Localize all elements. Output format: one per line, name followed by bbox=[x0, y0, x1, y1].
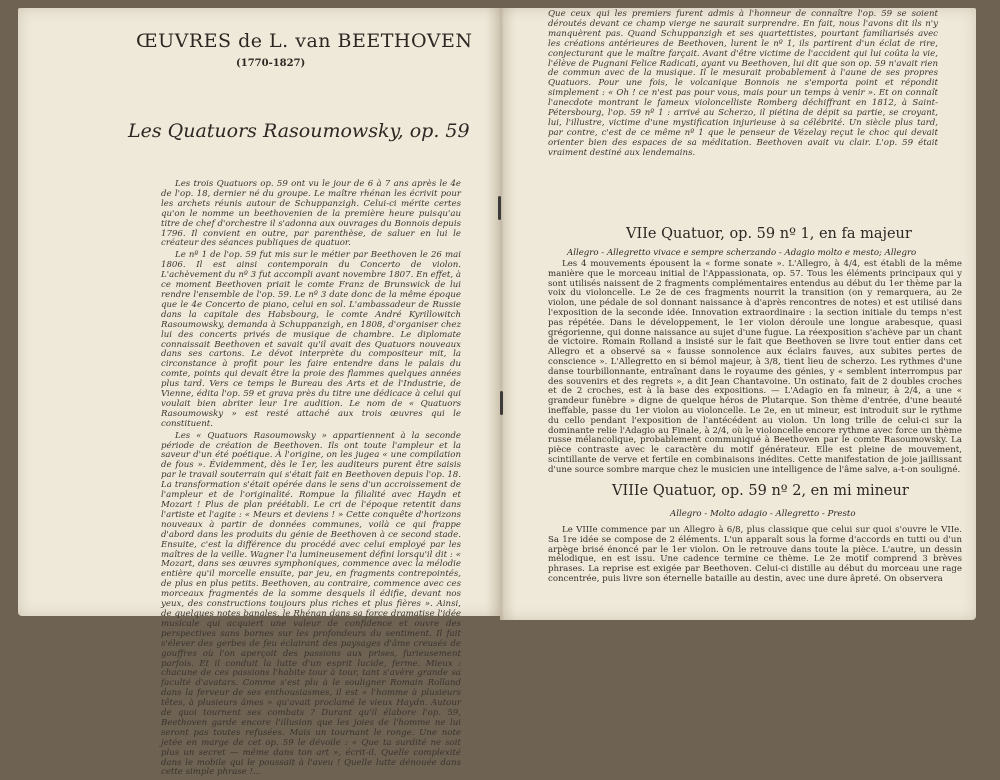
quatuor-8-notes bbox=[548, 526, 962, 585]
essay-paragraph: Les « Quatuors Rasoumowsky » appartiennent à la seconde période de création de Beethoven. Ils ont toute l'ampleur et la saveur d'un été poétique. À l'origine, on les jugea « une compilation de fous ». Évidemment, dès le 1er, les auditeurs purent être saisis par le travail souterrain qui s'était fait en Beethoven depuis l'op. 18. La transformation s'était opérée dans le sens d'un accroissement de l'ampleur et de l'originalité. Rompue la filialité avec Haydn et Mozart ! Plus de plan préétabli. Le cri de l'époque retentit dans l'artiste et l'agite : « Meurs et deviens ! » Cette conquête d'horizons nouveaux à partir de données communes, voilà ce qui frappe d'abord dans les produits du génie de Beethoven à ce second stade. Ensuite, c'est la différence du procédé avec celui employé par les maîtres de la veille. Wagner l'a lumineusement défini lorsqu'il dit : « Mozart, dans ses œuvres symphoniques, commence avec la mélodie entière qu'il morcelle ensuite, par jeu, en fragments contrepointés, de plus en plus petits. Beethoven, au contraire, commence avec ces morceaux fragmentés de la somme desquels il édifie, devant nos yeux, des constructions toujours plus riches et plus fières ». Ainsi, de quelques notes banales, le Rhénan dans sa force dramatise l'idée musicale qui acquiert une valeur de confidence et ouvre des perspectives sans bornes sur les profondeurs du sentiment. Il fait s'élever des gerbes de feu éclairant des paysages d'âme creusés de gouffres où l'on aperçoit des passions aux prises, furieusement parfois. Et il conduit la lutte d'un esprit lucide, ferme. Mieux : chacune de ces passions l'habite tour à tour, tant s'avère grande sa faculté d'avatars. Comme s'est plu à le souligner Romain Rolland dans la ferveur de ses enthousiasmes, il est « l'homme à plusieurs têtes, à plusieurs âmes » qu'avait proclamé le vieux Haydn. Autour de quoi tournent ses combats ? Durant qu'il élabore l'op. 59, Beethoven garde encore l'illusion que les joies de l'homme ne lui seront pas toutes refusées. Mais un tournant le ronge. Une note jetée en marge de cet op. 59 le dévoile : « Que ta surdité ne soit plus un secret — même dans ton art », écrit-il. Quelle complexité dans le mobile qui le poussait à l'aveu ! Quelle lutte dénouée dans cette simple phrase !... bbox=[161, 430, 461, 778]
essay-paragraph: Le nº 1 de l'op. 59 fut mis sur le métier par Beethoven le 26 mai 1806. Il est ainsi contemporain du Concerto de violon. L'achèvement du nº 3 fut accompli avant novembre 1807. En effet, à ce moment Beethoven priait le comte Franz de Brunswick de lui rendre l'ensemble de l'op. 59. Le nº 3 date donc de la même époque que le 4e Concerto de piano, celui en sol. L'ambassadeur de Russie dans la capitale des Habsbourg, le comte André Kyrillowitch Rasoumowsky, demanda à Schuppanzigh, en 1808, d'organiser chez lui des concerts privés de musique de chambre. Le diplomate connaissait Beethoven et savait qu'il avait des Quatuors nouveaux dans ses cartons. Le dévot interprète du compositeur mit, la circonstance à profit pour les faire entendre dans le palais du comte, points qui devait être la proie des flammes quelques années plus tard. Vers ce temps le Bureau des Arts et de l'Industrie, de Vienne, édita l'op. 59 et grava près du titre une dédicace à celui qui voulait bien abriter leur 1re audition. Le nom de « Quatuors Rasoumowsky » est resté attaché aux trois œuvres qui le constituent. bbox=[161, 250, 461, 429]
essay-paragraph: Que ceux qui les premiers furent admis à l'honneur de connaître l'op. 59 se soient déroutés devant ce champ vierge ne saurait surprendre. En fait, nous l'avons dit ils n'y manquèrent pas. Quand Schuppanzigh et ses quartettistes, pourtant familiarisés avec les créations antérieures de Beethoven, lurent le nº 1, ils partirent d'un éclat de rire, conjecturant que le maître farçait. Avant d'être victime de l'accident qui lui coûta la vie, l'élève de Pugnani Felice Radicati, ayant vu Beethoven, lui dit que son op. 59 n'avait rien de commun avec de la musique. Il le mesurait probablement à l'aune de ses propres Quatuors. Pour une fois, le volcanique Bonnois ne s'emporta point et répondit simplement : « Oh ! ce n'est pas pour vous, mais pour un temps à venir ». Et on connaît l'anecdote montrant le fameux violoncelliste Romberg déchiffrant en 1812, à Saint-Pétersbourg, l'op. 59 nº 1 : arrivé au Scherzo, il piétina de dépit sa partie, se croyant, lui, l'illustre, victime d'une mystification injurieuse à sa célébrité. Un siècle plus tard, par contre, c'est de ce même nº 1 que le penseur de Vézelay reçut le choc qui devait orienter bien des espaces de sa méditation. Beethoven avait vu clair. L'op. 59 était vraiment destiné aux lendemains. bbox=[548, 9, 938, 158]
quatuor-7-title: VIIe Quatuor, op. 59 nº 1, en fa majeur bbox=[626, 226, 912, 242]
essay-continuation bbox=[548, 10, 938, 161]
quatuor-7-notes bbox=[548, 260, 962, 476]
right-page bbox=[500, 8, 976, 620]
page-subtitle: Les Quatuors Rasoumowsky, op. 59 bbox=[128, 120, 470, 142]
quatuor-8-title: VIIIe Quatuor, op. 59 nº 2, en mi mineur bbox=[612, 483, 909, 499]
staple bbox=[500, 391, 503, 415]
staple bbox=[498, 196, 501, 220]
page-gutter bbox=[486, 8, 516, 620]
quatuor-7-tempo: Allegro - Allegretto vivace e sempre scherzando - Adagio molto e mesto; Allegro bbox=[567, 248, 917, 258]
intro-essay bbox=[161, 180, 461, 780]
essay-paragraph: Les trois Quatuors op. 59 ont vu le jour de 6 à 7 ans après le 4e de l'op. 18, dernier né du groupe. Le maître rhénan les écrivit pour les archets réunis autour de Schuppanzigh. Celui-ci mérite certes qu'on le nomme un beethovenien de la première heure puisqu'au titre de chef d'orchestre il s'adonna aux ouvrages du Bonnois depuis 1796. Il convient en outre, par parenthèse, de saluer en lui le créateur des séances publiques de quatuor. bbox=[161, 179, 461, 249]
composer-dates: (1770-1827) bbox=[236, 58, 306, 69]
quatuor-8-tempo: Allegro - Molto adagio - Allegretto - Presto bbox=[670, 509, 856, 519]
works-title: ŒUVRES de L. van BEETHOVEN bbox=[136, 30, 473, 52]
quatuor-8-text: Le VIIIe commence par un Allegro à 6/8, plus classique que celui sur quoi s'ouvre le VIIe. Sa 1re idée se compose de 2 éléments. L'un apparaît sous la forme d'accords en tutti ou d'un arpège brisé énoncé par le 1er violon. On le retrouve dans toute la pièce. L'autre, un dessin mélodique, en est issu. Une cadence termine ce thème. Le 2e motif comprend 3 brèves phrases. La reprise est exigée par Beethoven. Celui-ci distille au début du morceau une rage concentrée, puis livre son éternelle bataille au destin, avec une dure âpreté. On observera bbox=[548, 525, 962, 584]
left-page bbox=[18, 8, 500, 778]
quatuor-7-text: Les 4 mouvements épousent la « forme sonate ». L'Allegro, à 4/4, est établi de la même manière que le morceau initial de l'Appassionata, op. 57. Tous les éléments principaux qui y sont utilisés naissent de 2 fragments complémentaires entendus au début du 1er thème par la voix du violoncelle. Le 2e de ces fragments nourrit la transition (on y remarquera, au 2e violon, une pédale de sol donnant naissance à d'après rencontres de notes) et est utilisé dans l'exposition de la seconde idée. Innovation extraordinaire : la section initiale du temps n'est pas répétée. Dans le développement, le 1er violon déroule une longue arabesque, quasi grégorienne, qui donne naissance au sujet d'une fugue. La réexposition s'achève par un chant de victoire. Romain Rolland a insisté sur le fait que Beethoven se livre tout entier dans cet Allegro et a observé sa « fausse sonnolence aux éclairs fauves, aux subites pertes de conscience ». L'Allegretto en si bémol majeur, à 3/8, tient lieu de scherzo. Les rythmes d'une danse tourbillonnante, entraînant dans le royaume des génies, y « semblent interrompus par des souvenirs et des regrets », a dit Jean Chantavoine. Un ostinato, fait de 2 doubles croches et de 2 croches, est à la base des expositions. — L'Adagio en fa mineur, à 2/4, a une « grandeur funèbre » digne de quelque héros de Plutarque. Son thème d'entrée, d'une beauté ineffable, passe du 1er violon au violoncelle. Le 2e, en ut mineur, est introduit sur le rythme du cello pendant l'exposition de l'antécédent au violon. Un long trille de celui-ci sur la dominante relie l'Adagio au Finale, à 2/4, où le violoncelle encore rythme avec force un thème russe mélancolique, probablement communiqué à Beethoven par le comte Rasoumowsky. La pièce contraste avec le caractère du motif générateur. Elle est pleine de mouvement, scintillante de verve et fertile en combinaisons inédites. Cette manifestation de joie jaillissant d'une source sombre marque chez le musicien une intelligence de l'âme salve, a-t-on souligné. bbox=[548, 259, 962, 475]
